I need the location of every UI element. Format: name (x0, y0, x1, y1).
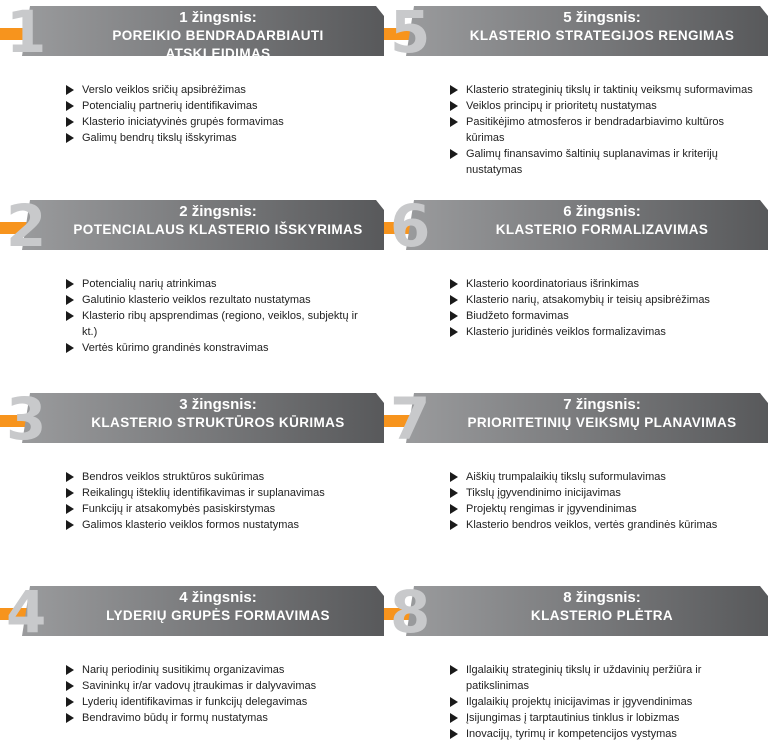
step-name: KLASTERIO PLĖTRA (530, 608, 674, 623)
step-number-glyph: 8 (390, 580, 431, 636)
step-name: POTENCIALAUS KLASTERIO IŠSKYRIMAS (73, 222, 363, 237)
step-number-glyph: 5 (390, 0, 431, 56)
step-label: 2 žingsnis: (179, 203, 257, 220)
step-label: 4 žingsnis: (179, 589, 257, 606)
step-label: 6 žingsnis: (563, 203, 641, 220)
bullet-arrow-icon (66, 133, 74, 143)
step-items (66, 276, 376, 356)
bullet-arrow-icon (450, 665, 458, 675)
list-item: Pasitikėjimo atmosferos ir bendradarbiavimo kultūros kūrimas (450, 114, 760, 146)
step-items (450, 469, 760, 533)
list-item: Klasterio narių, atsakomybių ir teisių apsibrėžimas (450, 292, 760, 308)
list-item: Klasterio koordinatoriaus išrinkimas (450, 276, 760, 292)
step-number-glyph: 3 (6, 387, 47, 443)
list-item: Veiklos principų ir prioritetų nustatymas (450, 98, 760, 114)
list-item: Ilgalaikių strateginių tikslų ir uždavinių peržiūra ir patikslinimas (450, 662, 760, 694)
step-label: 3 žingsnis: (179, 396, 257, 413)
bullet-arrow-icon (66, 311, 74, 321)
list-item: Klasterio ribų apsprendimas (regiono, veiklos, subjektų ir kt.) (66, 308, 376, 340)
step-label: 8 žingsnis: (563, 589, 641, 606)
bullet-arrow-icon (450, 729, 458, 739)
list-item: Narių periodinių susitikimų organizavimas (66, 662, 376, 678)
list-item: Potencialių narių atrinkimas (66, 276, 376, 292)
list-item: Lyderių identifikavimas ir funkcijų delegavimas (66, 694, 376, 710)
step-label: 7 žingsnis: (563, 396, 641, 413)
list-item: Funkcijų ir atsakomybės pasiskirstymas (66, 501, 376, 517)
bullet-arrow-icon (450, 295, 458, 305)
bullet-arrow-icon (66, 101, 74, 111)
step-name: PRIORITETINIŲ VEIKSMŲ PLANAVIMAS (467, 415, 737, 430)
step-number-glyph: 1 (6, 0, 47, 56)
bullet-arrow-icon (450, 697, 458, 707)
bullet-arrow-icon (450, 520, 458, 530)
list-item: Verslo veiklos sričių apsibrėžimas (66, 82, 376, 98)
list-item: Įsijungimas į tarptautinius tinklus ir lobizmas (450, 710, 760, 726)
list-item: Bendros veiklos struktūros sukūrimas (66, 469, 376, 485)
list-item: Klasterio bendros veiklos, vertės grandinės kūrimas (450, 517, 760, 533)
list-item: Savininkų ir/ar vadovų įtraukimas ir dalyvavimas (66, 678, 376, 694)
step-items (450, 276, 760, 340)
bullet-arrow-icon (450, 101, 458, 111)
bullet-arrow-icon (450, 117, 458, 127)
list-item: Galutinio klasterio veiklos rezultato nustatymas (66, 292, 376, 308)
step-items (450, 662, 760, 742)
step-items (66, 662, 376, 726)
bullet-arrow-icon (450, 149, 458, 159)
step-number-glyph: 4 (6, 580, 47, 636)
bullet-arrow-icon (450, 327, 458, 337)
bullet-arrow-icon (450, 311, 458, 321)
list-item: Reikalingų išteklių identifikavimas ir suplanavimas (66, 485, 376, 501)
step-items (66, 82, 376, 146)
list-item: Potencialių partnerių identifikavimas (66, 98, 376, 114)
bullet-arrow-icon (66, 472, 74, 482)
list-item: Klasterio iniciatyvinės grupės formavimas (66, 114, 376, 130)
bullet-arrow-icon (450, 85, 458, 95)
bullet-arrow-icon (450, 504, 458, 514)
bullet-arrow-icon (450, 472, 458, 482)
step-header (384, 387, 768, 443)
bullet-arrow-icon (66, 681, 74, 691)
step-header (0, 580, 384, 636)
list-item: Aiškių trumpalaikių tikslų suformulavimas (450, 469, 760, 485)
step-items (450, 82, 760, 178)
bullet-arrow-icon (66, 665, 74, 675)
list-item: Galimos klasterio veiklos formos nustatymas (66, 517, 376, 533)
step-header (0, 194, 384, 250)
step-header (0, 0, 384, 61)
list-item: Biudžeto formavimas (450, 308, 760, 324)
bullet-arrow-icon (66, 295, 74, 305)
step-items (66, 469, 376, 533)
step-number-glyph: 7 (390, 387, 431, 443)
step-header (384, 0, 768, 56)
bullet-arrow-icon (450, 488, 458, 498)
step-header (384, 580, 768, 636)
step-label: 1 žingsnis: (179, 9, 257, 26)
list-item: Ilgalaikių projektų inicijavimas ir įgyvendinimas (450, 694, 760, 710)
bullet-arrow-icon (450, 713, 458, 723)
list-item: Projektų rengimas ir įgyvendinimas (450, 501, 760, 517)
list-item: Galimų bendrų tikslų išskyrimas (66, 130, 376, 146)
bullet-arrow-icon (66, 504, 74, 514)
list-item: Tikslų įgyvendinimo inicijavimas (450, 485, 760, 501)
step-number-glyph: 6 (390, 194, 431, 250)
bullet-arrow-icon (66, 713, 74, 723)
list-item: Galimų finansavimo šaltinių suplanavimas ir kriterijų nustatymas (450, 146, 760, 178)
list-item: Bendravimo būdų ir formų nustatymas (66, 710, 376, 726)
bullet-arrow-icon (66, 343, 74, 353)
list-item: Vertės kūrimo grandinės konstravimas (66, 340, 376, 356)
step-label: 5 žingsnis: (563, 9, 641, 26)
bullet-arrow-icon (66, 117, 74, 127)
step-name: KLASTERIO STRUKTŪROS KŪRIMAS (91, 415, 345, 430)
bullet-arrow-icon (66, 85, 74, 95)
step-header (384, 194, 768, 250)
bullet-arrow-icon (66, 697, 74, 707)
step-header (0, 387, 384, 443)
bullet-arrow-icon (450, 279, 458, 289)
step-name: KLASTERIO STRATEGIJOS RENGIMAS (469, 28, 735, 43)
step-number-glyph: 2 (6, 194, 47, 250)
list-item: Klasterio juridinės veiklos formalizavimas (450, 324, 760, 340)
bullet-arrow-icon (66, 279, 74, 289)
step-name: KLASTERIO FORMALIZAVIMAS (495, 222, 709, 237)
step-name: LYDERIŲ GRUPĖS FORMAVIMAS (106, 608, 330, 623)
bullet-arrow-icon (66, 488, 74, 498)
step-name: POREIKIO BENDRADARBIAUTI ATSKLEIDIMAS (112, 28, 324, 61)
list-item: Inovacijų, tyrimų ir kompetencijos vystymas (450, 726, 760, 742)
list-item: Klasterio strateginių tikslų ir taktinių veiksmų suformavimas (450, 82, 760, 98)
bullet-arrow-icon (66, 520, 74, 530)
